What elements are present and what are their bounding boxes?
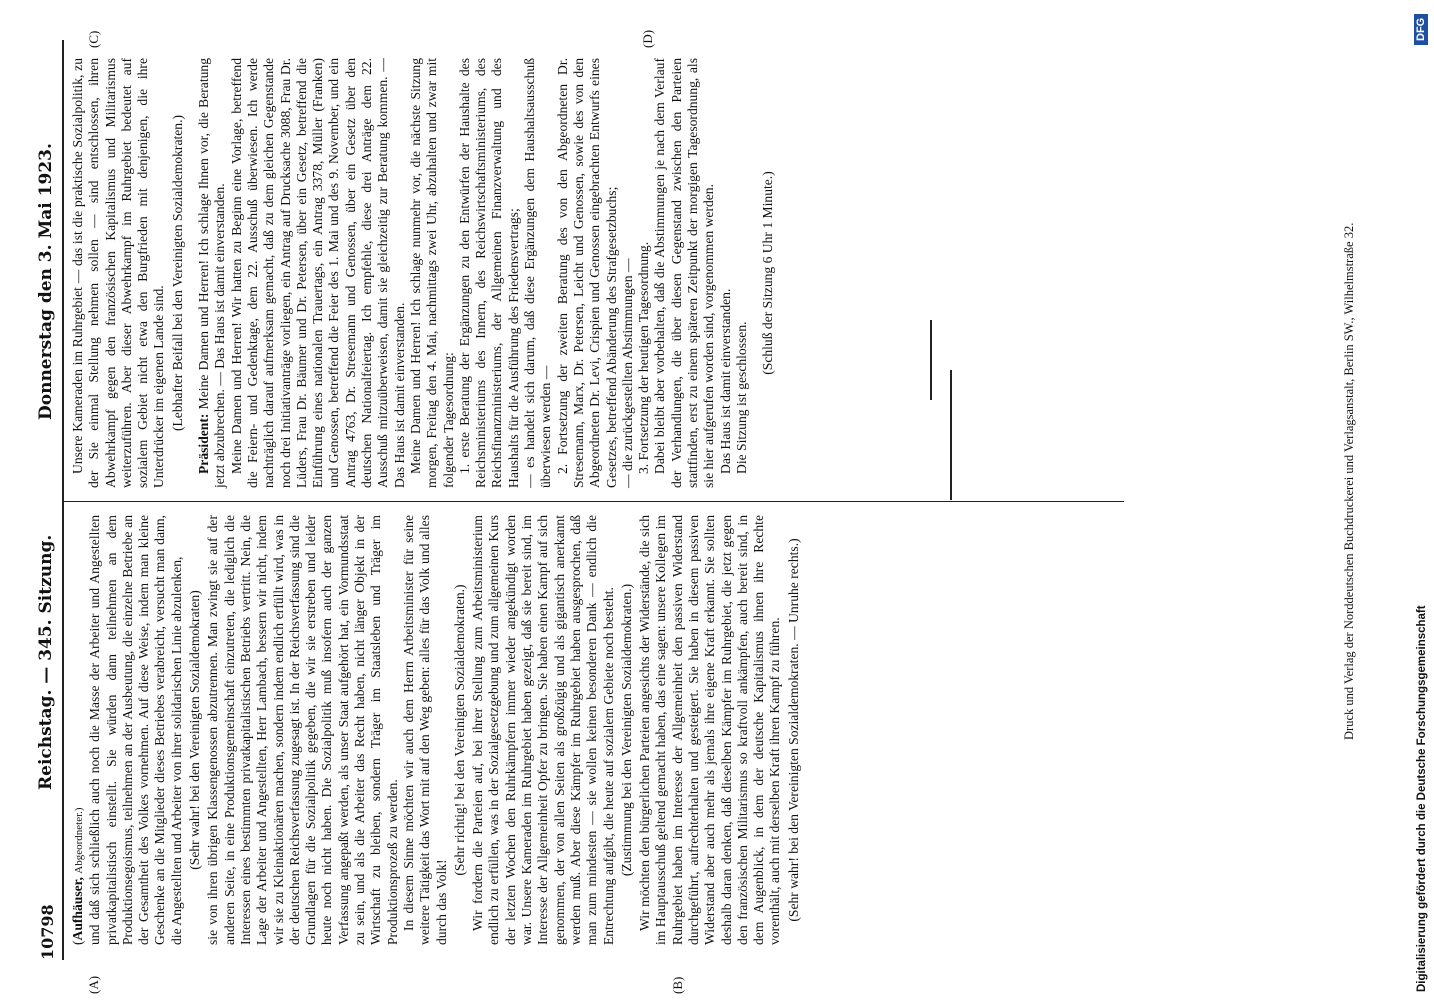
margin-marker-a: (A) <box>86 975 101 994</box>
agenda-item: 2. Fortsetzung der zweiten Beratung des von den Abgeordneten Dr. Stresemann, Marx, Dr. Petersen, Leicht und Genossen, sowie des von den Abgeordneten Dr. Levi, Crispien und Genossen eingebrachten Entwurfs eines Gesetzes, betreffend Abänderung des Strafgesetzbuchs; <box>554 58 619 488</box>
paragraph: Unsere Kameraden im Ruhrgebiet — das ist die praktische Sozialpolitik, zu der Sie einmal Stellung nehmen sollen — sind entschlossen, ihren Abwehrkampf gegen den französischen Kapitalismus und Militarismus weiterzuführen. Aber dieser Abwehrkampf im Ruhrgebiet bedeutet auf sozialem Gebiet nicht etwa den Burgfrieden mit denjenigen, die ihre Unterdrücker im eigenen Lande sind. <box>70 58 167 488</box>
dfg-funding-note <box>1412 0 1434 1000</box>
page-number: 10798 <box>38 904 57 960</box>
margin-marker-b: (B) <box>670 976 685 994</box>
reaction: (Lebhafter Beifall bei den Vereinigten Sozialdemokraten.) <box>169 114 185 432</box>
rotated-page <box>30 0 1390 1000</box>
paragraph: Meine Damen und Herren! Wir hatten zu Beginn eine Vorlage, betreffend die Feiern- und Gedenktage, dem 22. Ausschuß überwiesen. Ich werde nachträglich darauf aufmerksam gemacht, daß zu dem gleichen Gegenstande noch drei Initiativanträge vorliegen, ein Antrag auf Drucksache 3088, Frau Dr. Lüders, Frau Dr. Bäumer und Dr. Petersen, über ein Gesetz, betreffend die Einführung eines nationalen Trauertags, ein Antrag 3378, Müller (Franken) und Genossen, betreffend die Feier des 1. Mai und des 9. November, und ein Antrag 4763, Dr. Stresemann und Genossen, über ein Gesetz über den deutschen Nationalfeiertag. Ich empfehle, diese drei Anträge dem 22. Ausschuß mitzuüberweisen, damit sie gleichzeitig zur Beratung kommen. — Das Haus ist damit einverstanden. <box>228 58 407 488</box>
reaction: (Sehr wahr! bei den Vereinigten Sozialdemokraten) <box>187 590 203 870</box>
agenda-note: — es handelt sich darum, daß diese Ergänzungen dem Haushaltsausschuß überwiesen werden — <box>522 58 554 488</box>
paragraph: Meine Damen und Herren! Ich schlage nunmehr vor, die nächste Sitzung morgen, Freitag den 4. Mai, nachmittags zwei Uhr, abzuhalten und zwar mit folgender Tagesordnung: <box>407 58 456 488</box>
imprint-footer: Druck und Verlag der Norddeutschen Buchdruckerei und Verlagsanstalt, Berlin SW., Wilhelmstraße 32. <box>1342 222 1356 740</box>
reaction: (Sehr richtig! bei den Vereinigten Sozialdemokraten.) <box>451 584 467 876</box>
column-divider <box>64 501 1124 502</box>
president-label: Präsident: <box>196 413 212 474</box>
paragraph: und daß sich schließlich auch noch die Masse der Arbeiter und Angestellten privatkapitalistisch einstellt. Sie würden dann teilnehmen an dem Produktionsegoismus, teilnehmen an der Ausbeutung, die einzelne Betriebe an der Gesamtheit des Volkes vornehmen. Auf diese Weise, indem man kleine Geschenke an die Mitglieder dieses Betriebes verabreicht, versucht man dann, die Angestellten und Arbeiter von ihrer solidarischen Linie abzulenken, <box>87 515 184 945</box>
dfg-logo: DFG <box>1414 14 1428 45</box>
paragraph: In diesem Sinne möchten wir auch dem Herrn Arbeitsminister für seine weitere Tätigkeit das Wort mit auf den Weg geben: alles für das Volk und alles durch das Volk! <box>400 515 449 945</box>
paragraph: Das Haus ist damit einverstanden. <box>717 288 733 474</box>
left-column <box>70 515 804 945</box>
agenda-item: 1. erste Beratung der Ergänzungen zu den Entwürfen der Haushalte des Reichsministeriums des Innern, des Reichswirtschaftsministeriums, des Reichsfinanzministeriums, der Allgemeinen Finanzverwaltung und des Haushalts für die Ausführung des Friedensvertrags; <box>456 58 521 488</box>
funding-text: Digitalisierung gefördert durch die Deutsche Forschungsgemeinschaft <box>1416 605 1428 992</box>
agenda-note: — die zurückgestellten Abstimmungen — <box>619 258 635 488</box>
paragraph: Die Sitzung ist geschlossen. <box>733 321 749 474</box>
running-title: Reichstag. — 345. Sitzung. <box>36 534 56 790</box>
right-column <box>70 58 778 488</box>
speaker-name: Aufhäuser, <box>70 877 85 941</box>
paragraph: Wir möchten den bürgerlichen Parteien angesichts der Widerstände, die sich im Hauptausschuß geltend gemacht haben, das eine sagen: unsere Kollegen im Ruhrgebiet haben im Interesse der Allgemeinheit den passiven Widerstand durchgeführt, aufrechterhalten und gesteigert. Sie haben in diesem passiven Widerstand aber auch mehr als jemals ihre eigene Kraft erkannt. Sie sollten deshalb daran denken, daß dieselben Kämpfer im Ruhrgebiet, die jetzt gegen den französischen Militarismus so kraftvoll ankämpfen, auch bereit sind, in dem Augenblick, in dem der deutsche Kapitalismus ihnen ihre Rechte vorenthält, auch mit derselben Kraft ihren Kampf zu führen. <box>637 515 783 945</box>
speaker-role: Abgeordneter.) <box>73 807 85 874</box>
paragraph: sie von ihren übrigen Klassengenossen abzutrennen. Man zwingt sie auf der anderen Seite, in eine Produktionsgemeinschaft einzutreten, die lediglich die Interessen eines bestimmten privatkapitalistischen Betriebs vertritt. Nein, die Lage der Arbeiter und Angestellten, Herr Lambach, bessern wir nicht, indem wir sie zu Kleinaktionären machen, sondern indem endlich erfüllt wird, was in der deutschen Reichsverfassung zugesagt ist. In der Reichsverfassung sind die Grundlagen für die Sozialpolitik gegeben, die wir sie erstreben und leider heute noch nicht haben. Die Sozialpolitik muß insofern auch der ganzen Verfassung angepaßt werden, als unser Staat aufgehört hat, ein Vormundsstaat zu sein, und als die Arbeiter das Recht haben, nicht länger Objekt in der Wirtschaft zu bleiben, sondern Träger im Staatsleben und Träger im Produktionsprozeß zu werden. <box>205 515 400 945</box>
speaker-line: (Aufhäuser, Abgeordneter.) <box>70 807 85 945</box>
page-header <box>32 30 64 960</box>
margin-marker-c: (C) <box>86 30 101 48</box>
paragraph: Meine Damen und Herren! Ich schlage Ihnen vor, die Beratung jetzt abzubrechen. — Das Haus ist damit einverstanden. <box>196 58 228 488</box>
session-date: Donnerstag den 3. Mai 1923. <box>36 143 56 420</box>
paragraph: Wir fordern die Parteien auf, bei ihrer Stellung zum Arbeitsministerium endlich zu erfüllen, was in der Sozialgesetzgebung und zum allgemeinen Kurs der letzten Wochen den Ruhrkämpfern immer wieder angekündigt worden war. Unsere Kameraden im Ruhrgebiet haben gezeigt, daß sie bereit sind, im Interesse der Allgemeinheit Opfer zu bringen. Sie haben einen Kampf auf sich genommen, der von allen Seiten als großzügig und als gigantisch anerkannt werden muß. Aber diese Kämpfer im Ruhrgebiet haben ausgesprochen, daß man zum mindesten — sie wollen keinen besonderen Dank — endlich die Entrechtung aufgibt, die heute auf sozialem Gebiete noch besteht. <box>470 515 616 945</box>
reaction: (Zustimmung bei den Vereinigten Sozialdemokraten.) <box>618 583 634 877</box>
header-rule <box>62 40 64 960</box>
reaction: (Sehr wahr! bei den Vereinigten Sozialdemokraten. — Unruhe rechts.) <box>785 538 801 922</box>
end-rule <box>930 320 932 400</box>
margin-marker-d: (D) <box>640 29 655 48</box>
paragraph: Dabei bleibt aber vorbehalten, daß die Abstimmungen je nach dem Verlauf der Verhandlungen, die über diesen Gegenstand zwischen den Parteien stattfinden, erst zu einem späteren Zeitpunkt der morgigen Tagesordnung, als sie hier aufgerufen worden sind, vorgenommen werden. <box>652 58 717 488</box>
session-close: (Schluß der Sitzung 6 Uhr 1 Minute.) <box>760 171 776 375</box>
end-rule <box>950 370 952 500</box>
agenda-item: 3. Fortsetzung der heutigen Tagesordnung. <box>636 241 652 474</box>
